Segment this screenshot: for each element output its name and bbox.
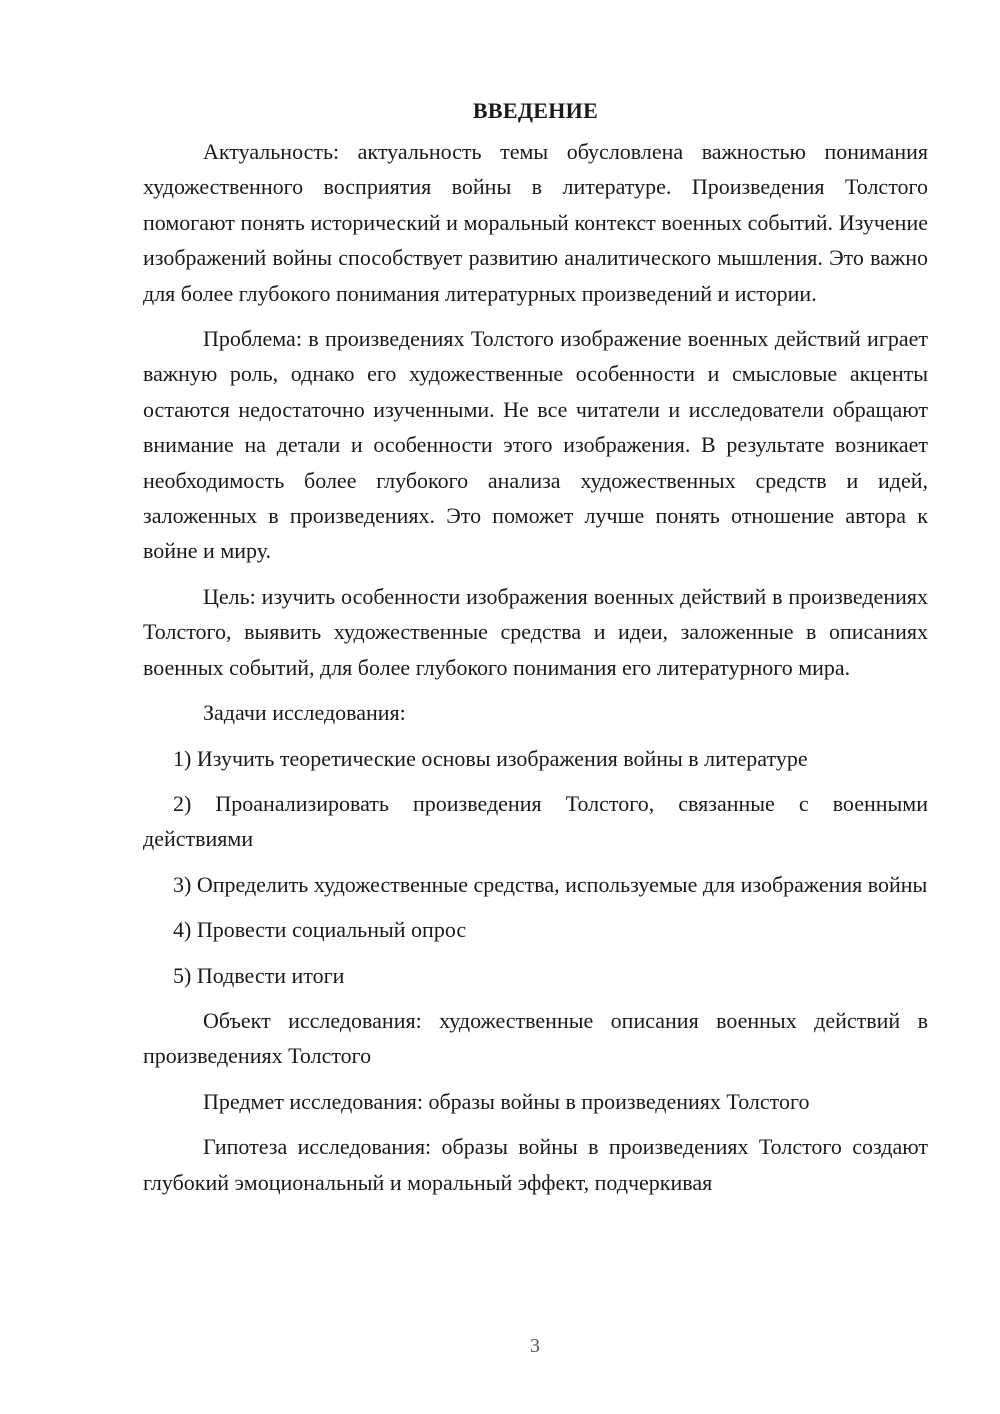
page-number: 3: [530, 1335, 540, 1357]
task-item-5: 5) Подвести итоги: [173, 962, 345, 988]
object-paragraph: Объект исследования: художественные описания военных действий в произведениях Толстого: [143, 1007, 928, 1069]
task-item-1: 1) Изучить теоретические основы изображения войны в литературе: [173, 745, 808, 771]
tasks-heading: Задачи исследования:: [203, 700, 406, 726]
task-item-2: 2) Проанализировать произведения Толстого, связанные с военными действиями: [143, 790, 928, 852]
task-item-3: 3) Определить художественные средства, используемые для изображения войны: [173, 871, 928, 897]
problem-paragraph: Проблема: в произведениях Толстого изображение военных действий играет важную роль, однако его художественные особенности и смысловые акценты остаются недостаточно изученными. Не все читатели и исследователи обращают внимание на детали и особенности этого изображения. В результате возникает необходимость более глубокого анализа художественных средств и идей, заложенных в произведениях. Это поможет лучше понять отношение автора к войне и миру.: [143, 326, 928, 564]
goal-paragraph: Цель: изучить особенности изображения военных действий в произведениях Толстого, выявить художественные средства и идеи, заложенные в описаниях военных событий, для более глубокого понимания его литературного мира.: [143, 583, 928, 680]
task-item-4: 4) Провести социальный опрос: [173, 917, 467, 943]
hypothesis-paragraph: Гипотеза исследования: образы войны в произведениях Толстого создают глубокий эмоциональный и моральный эффект, подчеркивая: [143, 1134, 928, 1195]
relevance-paragraph: Актуальность: актуальность темы обусловлена важностью понимания художественного восприятия войны в литературе. Произведения Толстого помогают понять исторический и моральный контекст военных событий. Изучение изображений войны способствует развитию аналитического мышления. Это важно для более глубокого понимания литературных произведений и истории.: [143, 139, 928, 306]
page-content: [143, 96, 928, 1210]
section-heading: ВВЕДЕНИЕ: [472, 98, 599, 123]
subject-paragraph: Предмет исследования: образы войны в произведениях Толстого: [203, 1088, 810, 1114]
